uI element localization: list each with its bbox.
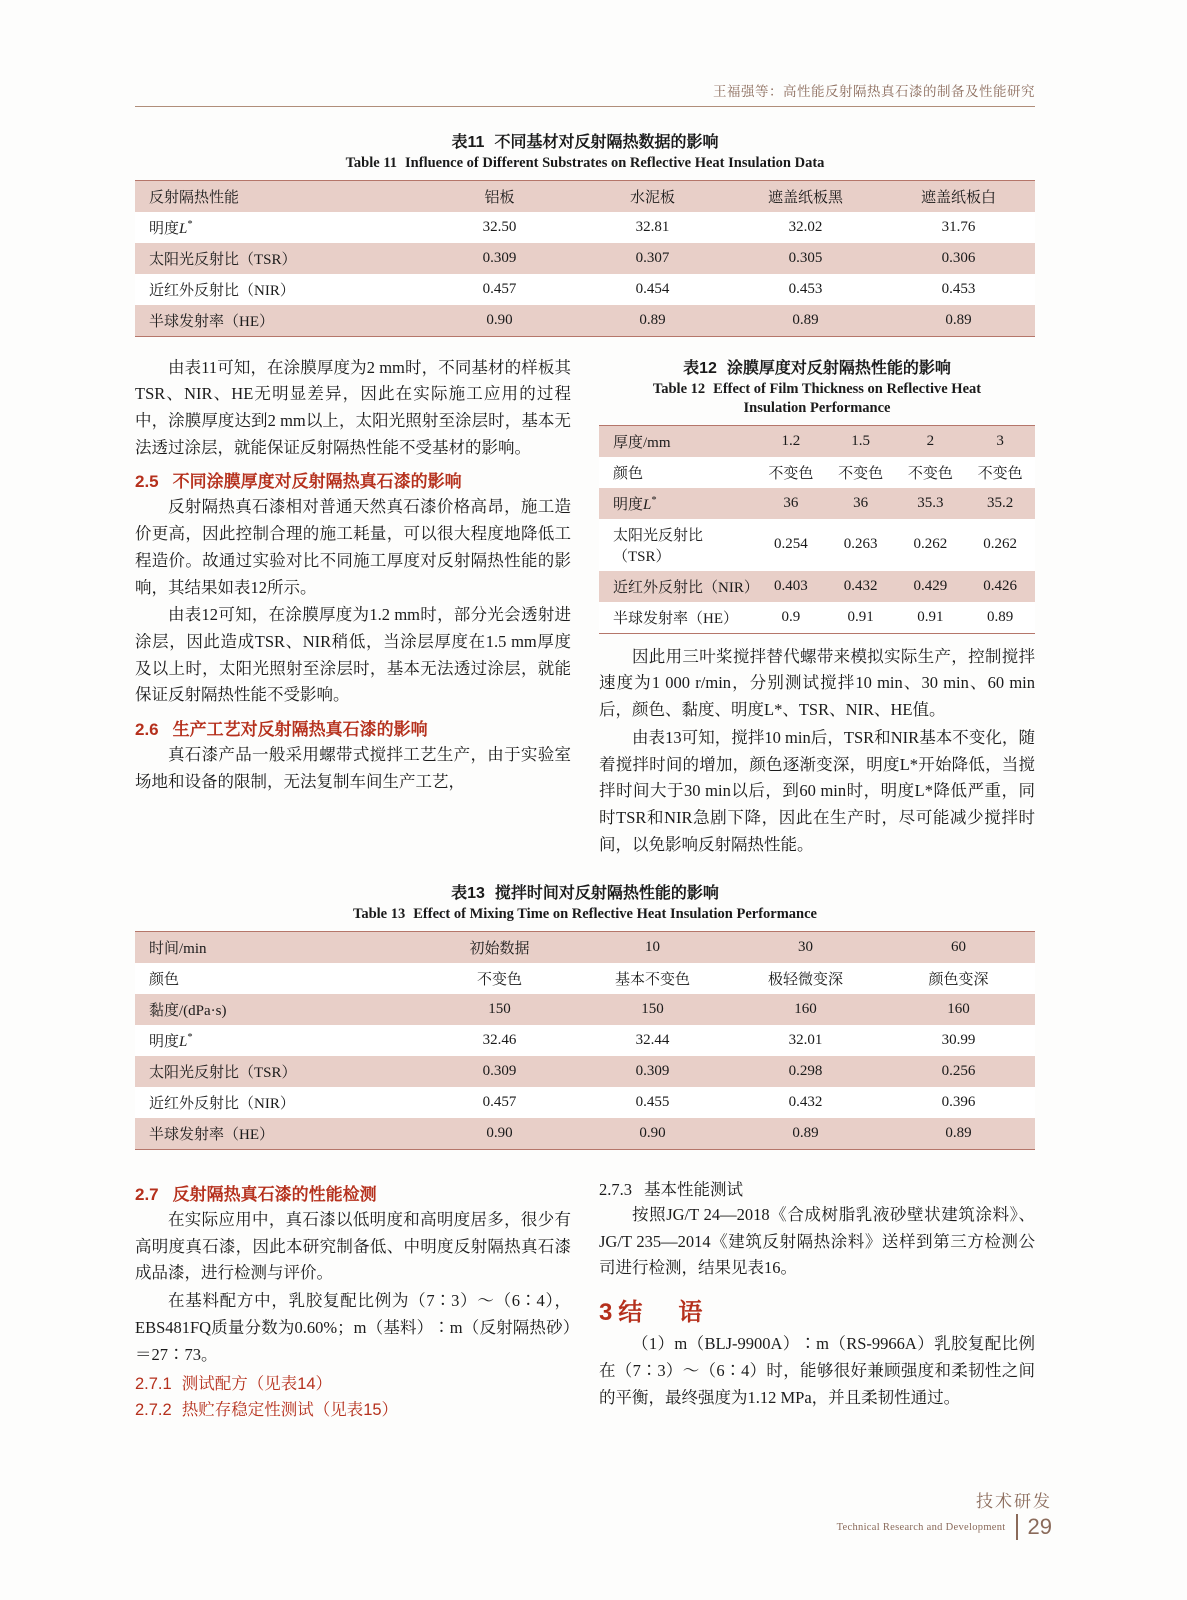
table13-r3c1: 0.309 bbox=[423, 1056, 576, 1087]
table-row bbox=[599, 602, 1035, 633]
table11-r1c0: 太阳光反射比（TSR） bbox=[135, 243, 423, 274]
table13-header-4: 60 bbox=[882, 932, 1035, 963]
table11-r0c4: 31.76 bbox=[882, 212, 1035, 243]
table13-r2c1: 32.46 bbox=[423, 1025, 576, 1056]
table-header-row bbox=[135, 181, 1035, 212]
section-2-7-number: 2.7 bbox=[135, 1185, 159, 1204]
table12-r4c3: 0.91 bbox=[895, 602, 965, 633]
table12-r1c0: 明度L* bbox=[599, 488, 756, 519]
left-para-3: 由表12可知，在涂膜厚度为1.2 mm时，部分光会透射进涂层，因此造成TSR、NIR稍低，当涂层厚度在1.5 mm厚度及以上时，太阳光照射至涂层时，基本无法透过涂层，就能保证反射隔热性能不受影响。 bbox=[135, 605, 571, 705]
table11-caption-en-num: Table 11 bbox=[345, 155, 398, 171]
section-2-7-1-number: 2.7.1 bbox=[135, 1375, 172, 1394]
bottom-right-para-2: （1）m（BLJ-9900A）∶m（RS-9966A）乳胶复配比例在（7∶3）～（6∶4）时，能够很好兼顾强度和柔韧性之间的平衡，最终强度为1.12 MPa，并且柔韧性通过。 bbox=[599, 1334, 1035, 1407]
table12-r4c1: 0.9 bbox=[756, 602, 826, 633]
table12-r4c0: 半球发射率（HE） bbox=[599, 602, 756, 633]
table12-r0c3: 不变色 bbox=[895, 457, 965, 488]
table13-r3c0: 太阳光反射比（TSR） bbox=[135, 1056, 423, 1087]
table12-r0c1: 不变色 bbox=[756, 457, 826, 488]
page-content bbox=[135, 80, 1035, 1420]
bottom-left-column bbox=[135, 1174, 571, 1420]
table11-wrap bbox=[135, 180, 1035, 337]
table13-header-1: 初始数据 bbox=[423, 932, 576, 963]
table12-r1c2: 36 bbox=[826, 488, 896, 519]
table12-r2c0: 太阳光反射比（TSR） bbox=[599, 519, 756, 571]
table11-r0c2: 32.81 bbox=[576, 212, 729, 243]
table12-caption-en-line2: Insulation Performance bbox=[743, 400, 891, 417]
table12-r0c4: 不变色 bbox=[965, 457, 1035, 488]
section-2-7-1-heading bbox=[135, 1370, 571, 1394]
table12-caption-cn-num: 表12 bbox=[683, 359, 717, 377]
table13-r2c3: 32.01 bbox=[729, 1025, 882, 1056]
table-row bbox=[599, 571, 1035, 602]
table11-r2c4: 0.453 bbox=[882, 274, 1035, 305]
table11-caption-cn-num: 表11 bbox=[451, 134, 485, 151]
table11-header-1: 铝板 bbox=[423, 181, 576, 212]
table11-header-4: 遮盖纸板白 bbox=[882, 181, 1035, 212]
table-row bbox=[599, 488, 1035, 519]
footer-section-en: Technical Research and Development bbox=[836, 1521, 1006, 1533]
table13-caption-cn-num: 表13 bbox=[451, 885, 485, 903]
left-para-1: 由表11可知，在涂膜厚度为2 mm时，不同基材的样板其TSR、NIR、HE无明显差异，因此在实际施工应用的过程中，涂膜厚度达到2 mm以上，太阳光照射至涂层时，基本无法透过涂层，就能保证反射隔热性能不受基材的影响。 bbox=[135, 357, 571, 457]
table11-caption-en bbox=[135, 154, 1035, 174]
table-row bbox=[135, 274, 1035, 305]
table13-header-2: 10 bbox=[576, 932, 729, 963]
table13-r5c3: 0.89 bbox=[729, 1118, 882, 1149]
table13-caption-cn bbox=[135, 880, 1035, 903]
left-para-4: 真石漆产品一般采用螺带式搅拌工艺生产，由于实验室场地和设备的限制，无法复制车间生产工艺， bbox=[135, 745, 571, 791]
bottom-right-column bbox=[599, 1174, 1035, 1420]
table12-header-4: 3 bbox=[965, 426, 1035, 457]
table13-r4c4: 0.396 bbox=[882, 1087, 1035, 1118]
table-row bbox=[135, 1025, 1035, 1056]
section-2-7-2-number: 2.7.2 bbox=[135, 1401, 172, 1420]
table-header-row bbox=[599, 426, 1035, 457]
table13-r0c2: 基本不变色 bbox=[576, 963, 729, 994]
section-2-7-1-title: 测试配方（见表14） bbox=[181, 1375, 333, 1394]
bottom-left-para-2: 在基料配方中，乳胶复配比例为（7∶3）～（6∶4），EBS481FQ质量分数为0.60%；m（基料）∶m（反射隔热砂）＝27∶73。 bbox=[135, 1291, 571, 1364]
table13-r2c0: 明度L* bbox=[135, 1025, 423, 1056]
table12-caption-en-num: Table 12 bbox=[652, 380, 706, 397]
table-row bbox=[135, 994, 1035, 1025]
table-row bbox=[135, 1118, 1035, 1149]
table11-r1c4: 0.306 bbox=[882, 243, 1035, 274]
table13-r2c4: 30.99 bbox=[882, 1025, 1035, 1056]
section-2-6-title: 生产工艺对反射隔热真石漆的影响 bbox=[172, 720, 428, 740]
table13-r3c3: 0.298 bbox=[729, 1056, 882, 1087]
table12-block bbox=[599, 355, 1035, 634]
bottom-left-para-1: 在实际应用中，真石漆以低明度和高明度居多，很少有高明度真石漆，因此本研究制备低、中明度反射隔热真石漆成品漆，进行检测与评价。 bbox=[135, 1210, 571, 1283]
table13-caption-cn-text: 搅拌时间对反射隔热性能的影响 bbox=[494, 885, 719, 903]
table12-r1c4: 35.2 bbox=[965, 488, 1035, 519]
table11-r0c1: 32.50 bbox=[423, 212, 576, 243]
table13-wrap bbox=[135, 931, 1035, 1150]
table12 bbox=[599, 426, 1035, 633]
table12-header-1: 1.2 bbox=[756, 426, 826, 457]
table12-r2c4: 0.262 bbox=[965, 519, 1035, 571]
table13-r1c1: 150 bbox=[423, 994, 576, 1025]
table12-caption-cn-text: 涂膜厚度对反射隔热性能的影响 bbox=[726, 359, 951, 377]
table11-r2c2: 0.454 bbox=[576, 274, 729, 305]
section-2-7-2-heading bbox=[135, 1396, 571, 1420]
table11-r2c3: 0.453 bbox=[729, 274, 882, 305]
table13-block bbox=[135, 880, 1035, 1150]
table12-r3c3: 0.429 bbox=[895, 571, 965, 602]
table11-caption-cn-text: 不同基材对反射隔热数据的影响 bbox=[494, 134, 719, 151]
table13-header-0: 时间/min bbox=[135, 932, 423, 963]
table11-r1c1: 0.309 bbox=[423, 243, 576, 274]
table12-caption-cn bbox=[599, 355, 1035, 378]
table13-caption-en-text: Effect of Mixing Time on Reflective Heat Insulation Performance bbox=[413, 906, 817, 923]
table-row bbox=[135, 243, 1035, 274]
table12-r3c0: 近红外反射比（NIR） bbox=[599, 571, 756, 602]
right-column bbox=[599, 355, 1035, 859]
right-para-2: 由表13可知，搅拌10 min后，TSR和NIR基本不变化，随着搅拌时间的增加，颜色逐渐变深，明度L*开始降低，当搅拌时间大于30 min以后，到60 min时，明度L*降低严重，同时TSR和NIR急剧下降，因此在生产时，尽可能减少搅拌时间，以免影响反射隔热性能。 bbox=[599, 727, 1035, 854]
table12-header-3: 2 bbox=[895, 426, 965, 457]
table12-r2c3: 0.262 bbox=[895, 519, 965, 571]
footer-row bbox=[837, 1514, 1052, 1540]
table13-r3c2: 0.309 bbox=[576, 1056, 729, 1087]
table11-header-2: 水泥板 bbox=[576, 181, 729, 212]
section-2-7-2-title: 热贮存稳定性测试（见表15） bbox=[181, 1401, 399, 1420]
table12-r3c4: 0.426 bbox=[965, 571, 1035, 602]
table13-r5c1: 0.90 bbox=[423, 1118, 576, 1149]
page-number: 29 bbox=[1027, 1514, 1052, 1539]
table11-r1c2: 0.307 bbox=[576, 243, 729, 274]
table12-r1c1: 36 bbox=[756, 488, 826, 519]
table13-r1c2: 150 bbox=[576, 994, 729, 1025]
table-row bbox=[135, 963, 1035, 994]
table11-r0c3: 32.02 bbox=[729, 212, 882, 243]
section-2-7-3-title: 基本性能测试 bbox=[644, 1180, 743, 1199]
conclusion-number: 3 bbox=[599, 1299, 619, 1327]
table12-r2c1: 0.254 bbox=[756, 519, 826, 571]
table11-r1c3: 0.305 bbox=[729, 243, 882, 274]
table11-r2c1: 0.457 bbox=[423, 274, 576, 305]
table11-r3c4: 0.89 bbox=[882, 305, 1035, 336]
table13-r4c0: 近红外反射比（NIR） bbox=[135, 1087, 423, 1118]
table12-r4c4: 0.89 bbox=[965, 602, 1035, 633]
conclusion-title: 结 语 bbox=[618, 1299, 709, 1327]
table-row bbox=[599, 457, 1035, 488]
table13-r5c2: 0.90 bbox=[576, 1118, 729, 1149]
section-2-7-3-heading bbox=[599, 1176, 1035, 1200]
table11-r2c0: 近红外反射比（NIR） bbox=[135, 274, 423, 305]
section-2-6-heading bbox=[135, 715, 571, 740]
section-2-5-title: 不同涂膜厚度对反射隔热真石漆的影响 bbox=[172, 472, 462, 492]
table12-caption-en-line1: Effect of Film Thickness on Reflective Heat bbox=[713, 380, 982, 397]
header-rule bbox=[135, 106, 1035, 107]
table-row bbox=[599, 519, 1035, 571]
table-row bbox=[135, 212, 1035, 243]
table13-r0c3: 极轻微变深 bbox=[729, 963, 882, 994]
table11-header-3: 遮盖纸板黑 bbox=[729, 181, 882, 212]
table12-header-0: 厚度/mm bbox=[599, 426, 756, 457]
table13-r4c1: 0.457 bbox=[423, 1087, 576, 1118]
table11-r3c3: 0.89 bbox=[729, 305, 882, 336]
table13-header-3: 30 bbox=[729, 932, 882, 963]
table-row bbox=[135, 305, 1035, 336]
table13-r5c4: 0.89 bbox=[882, 1118, 1035, 1149]
footer-divider bbox=[1016, 1514, 1018, 1540]
section-2-7-heading bbox=[135, 1180, 571, 1205]
table12-r2c2: 0.263 bbox=[826, 519, 896, 571]
conclusion-heading bbox=[599, 1292, 1035, 1327]
table13 bbox=[135, 932, 1035, 1149]
footer-section-cn: 技术研发 bbox=[976, 1492, 1052, 1511]
table12-header-2: 1.5 bbox=[826, 426, 896, 457]
table13-r3c4: 0.256 bbox=[882, 1056, 1035, 1087]
table13-r4c2: 0.455 bbox=[576, 1087, 729, 1118]
table13-r1c0: 黏度/(dPa·s) bbox=[135, 994, 423, 1025]
table13-r4c3: 0.432 bbox=[729, 1087, 882, 1118]
table13-r0c1: 不变色 bbox=[423, 963, 576, 994]
table12-r0c2: 不变色 bbox=[826, 457, 896, 488]
table13-r1c3: 160 bbox=[729, 994, 882, 1025]
table12-r3c1: 0.403 bbox=[756, 571, 826, 602]
table13-r2c2: 32.44 bbox=[576, 1025, 729, 1056]
table-row bbox=[135, 1087, 1035, 1118]
table13-r0c0: 颜色 bbox=[135, 963, 423, 994]
table-row bbox=[135, 1056, 1035, 1087]
table13-r5c0: 半球发射率（HE） bbox=[135, 1118, 423, 1149]
section-2-7-title: 反射隔热真石漆的性能检测 bbox=[172, 1185, 377, 1204]
table12-r1c3: 35.3 bbox=[895, 488, 965, 519]
left-column bbox=[135, 355, 571, 859]
table11-caption-en-text: Influence of Different Substrates on Reflective Heat Insulation Data bbox=[405, 155, 825, 171]
table11-caption-cn bbox=[135, 129, 1035, 152]
table11-r0c0: 明度L* bbox=[135, 212, 423, 243]
table11 bbox=[135, 181, 1035, 336]
table12-caption-en bbox=[599, 380, 1035, 419]
bottom-right-para-1: 按照JG/T 24—2018《合成树脂乳液砂壁状建筑涂料》、JG/T 235—2014《建筑反射隔热涂料》送样到第三方检测公司进行检测，结果见表16。 bbox=[599, 1205, 1035, 1278]
table11-r3c2: 0.89 bbox=[576, 305, 729, 336]
section-2-5-number: 2.5 bbox=[135, 472, 159, 492]
table11-r3c1: 0.90 bbox=[423, 305, 576, 336]
table13-r0c4: 颜色变深 bbox=[882, 963, 1035, 994]
table13-caption-en-num: Table 13 bbox=[352, 906, 406, 923]
right-para-1: 因此用三叶桨搅拌替代螺带来模拟实际生产，控制搅拌速度为1 000 r/min，分别测试搅拌10 min、30 min、60 min后，颜色、黏度、明度L*、TSR、NIR、HE值。 bbox=[599, 646, 1035, 720]
table12-r0c0: 颜色 bbox=[599, 457, 756, 488]
table13-caption-en bbox=[135, 905, 1035, 925]
table-header-row bbox=[135, 932, 1035, 963]
running-head: 王福强等：高性能反射隔热真石漆的制备及性能研究 bbox=[713, 84, 1035, 99]
table11-header-0: 反射隔热性能 bbox=[135, 181, 423, 212]
page-footer bbox=[837, 1487, 1052, 1540]
section-2-7-3-number: 2.7.3 bbox=[599, 1180, 632, 1199]
section-2-6-number: 2.6 bbox=[135, 720, 159, 740]
table13-r1c4: 160 bbox=[882, 994, 1035, 1025]
bottom-two-column-body bbox=[135, 1174, 1035, 1420]
two-column-body bbox=[135, 355, 1035, 859]
section-2-5-heading bbox=[135, 467, 571, 492]
table11-block bbox=[135, 129, 1035, 337]
table12-r4c2: 0.91 bbox=[826, 602, 896, 633]
table11-r3c0: 半球发射率（HE） bbox=[135, 305, 423, 336]
table12-r3c2: 0.432 bbox=[826, 571, 896, 602]
table12-wrap bbox=[599, 425, 1035, 634]
left-para-2: 反射隔热真石漆相对普通天然真石漆价格高昂，施工造价更高，因此控制合理的施工耗量，可以很大程度地降低工程造价。故通过实验对比不同施工厚度对反射隔热性能的影响，其结果如表12所示。 bbox=[135, 497, 571, 597]
